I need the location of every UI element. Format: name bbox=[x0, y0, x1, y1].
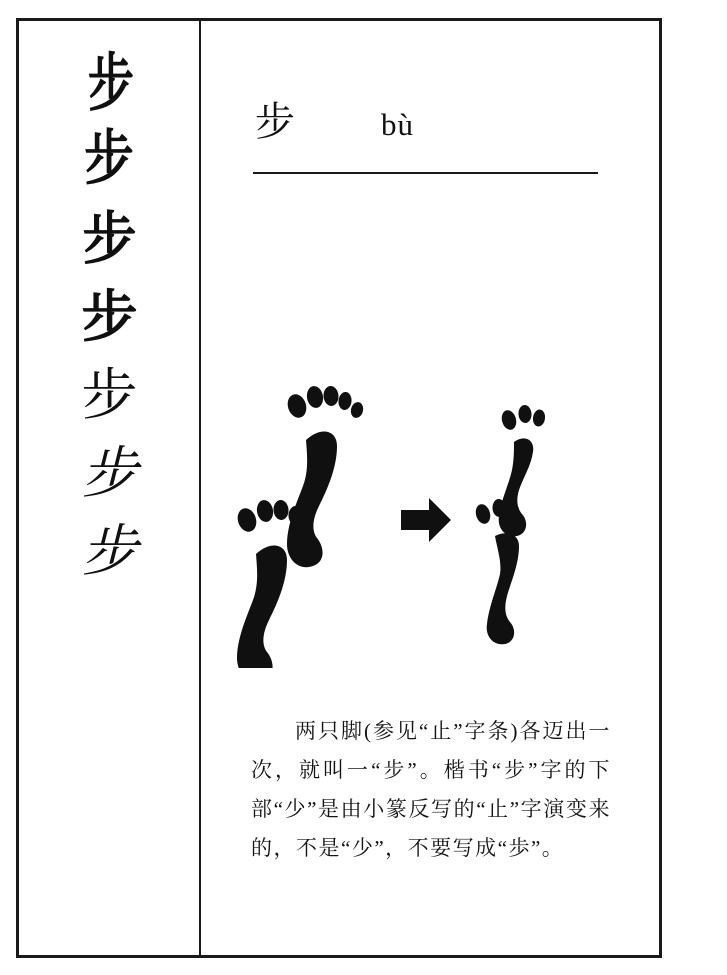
pinyin-reading: bù bbox=[381, 107, 414, 142]
footprint-upper bbox=[285, 385, 365, 567]
pictograph-illustration bbox=[233, 368, 633, 668]
bronze-script-glyph: 步 bbox=[84, 126, 135, 193]
column-divider bbox=[199, 18, 201, 958]
regular-script-glyph-3: 步 bbox=[81, 521, 138, 583]
regular-script-glyph-1: 步 bbox=[81, 365, 138, 427]
headword-underline bbox=[253, 172, 598, 174]
ancient-script-column bbox=[22, 24, 197, 952]
seal-script-glyph: 步 bbox=[82, 207, 137, 271]
oracle-bone-script-glyph: 步 bbox=[87, 48, 132, 118]
regular-script-glyph-2: 步 bbox=[81, 443, 138, 505]
headword-row bbox=[255, 99, 605, 144]
seal-character-step bbox=[474, 405, 547, 645]
clerical-script-glyph: 步 bbox=[81, 287, 138, 349]
headword-character: 步 bbox=[255, 99, 295, 144]
entry-body bbox=[203, 20, 660, 956]
footprint-lower bbox=[235, 499, 315, 668]
arrow-icon bbox=[401, 498, 451, 542]
gloss-paragraph: 两只脚(参见“止”字条)各迈出一次，就叫一“步”。楷书“步”字的下部“少”是由小篆反写的“止”字演变来的，不是“少”，不要写成“歩”。 bbox=[251, 719, 611, 860]
